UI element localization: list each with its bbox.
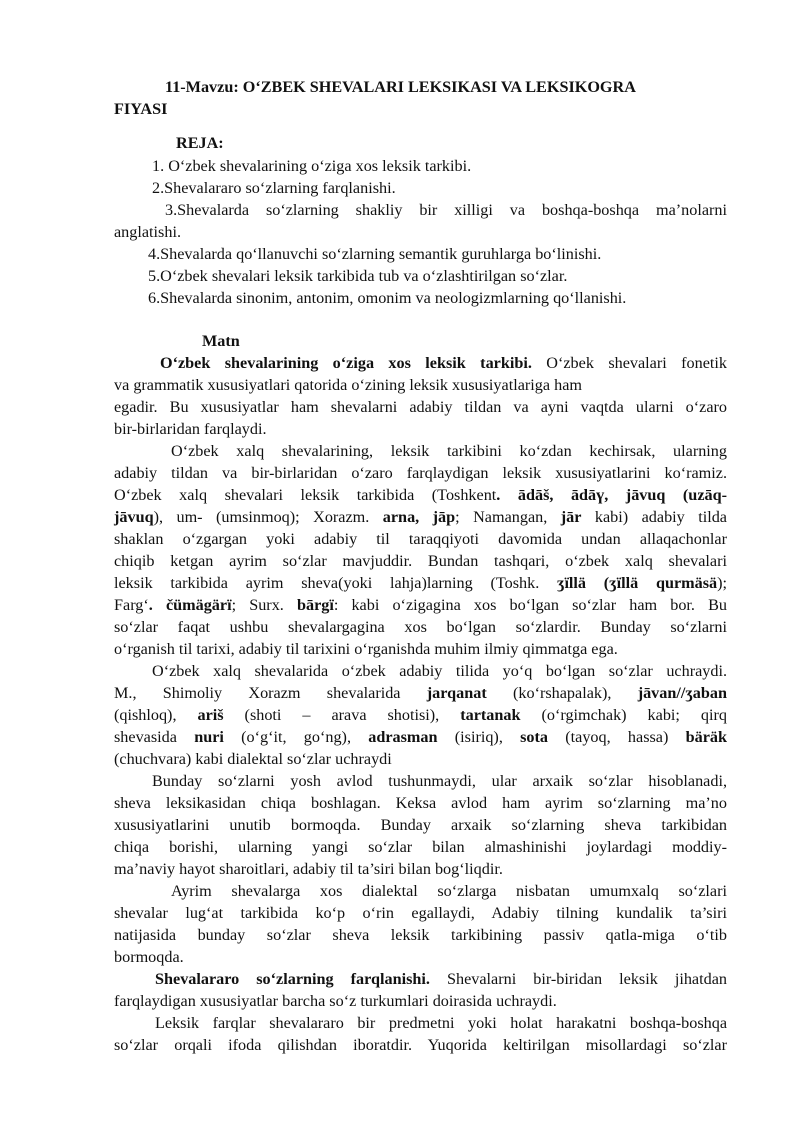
paragraph-line: chiqib ketgan ayrim so‘zlar mavjuddir. Bundan tashqari, o‘zbek xalq shevalari xyxy=(114,552,727,570)
paragraph-line: bormoqda. xyxy=(114,948,184,966)
paragraph-line: O‘zbek shevalarining o‘ziga xos leksik tarkibi. O‘zbek shevalari fonetik xyxy=(160,354,727,372)
section-heading: Shevalararo so‘zlarning farqlanishi. xyxy=(155,970,430,988)
paragraph-line: O‘zbek xalq shevalarida o‘zbek adabiy tilida yo‘q bo‘lgan so‘zlar uchraydi. xyxy=(152,662,727,680)
paragraph-line: shevasida nuri (o‘g‘it, go‘ng), adrasman (isiriq), sota (tayoq, hassa) bäräk xyxy=(114,728,728,746)
section-heading: O‘zbek shevalarining o‘ziga xos leksik tarkibi. xyxy=(160,354,532,372)
plan-item: 2.Shevalararo so‘zlarning farqlanishi. xyxy=(152,179,396,197)
plan-item: 5.O‘zbek shevalari leksik tarkibida tub va o‘zlashtirilgan so‘zlar. xyxy=(148,267,568,285)
text-heading: Matn xyxy=(202,332,240,350)
paragraph-line: O‘zbek xalq shevalarining, leksik tarkibini ko‘zdan kechirsak, ularning xyxy=(171,442,727,460)
paragraph-line: shaklan o‘zgargan yoki adabiy til taraqqiyoti davomida undan allaqachonlar xyxy=(114,530,727,548)
paragraph-line: Bunday so‘zlarni yosh avlod tushunmaydi, ular arxaik so‘zlar hisoblanadi, xyxy=(152,772,727,790)
paragraph-line: Shevalararo so‘zlarning farqlanishi. Shevalarni bir-biridan leksik jihatdan xyxy=(155,970,727,988)
paragraph-line: shevalar lug‘at tarkibida ko‘p o‘rin egallaydi, Adabiy tilning kundalik ta’siri xyxy=(114,904,727,922)
plan-item: 3.Shevalarda so‘zlarning shakliy bir xilligi va boshqa-boshqa ma’nolarni xyxy=(165,201,727,219)
paragraph-line: so‘zlar orqali ifoda qilishdan iboratdir. Yuqorida keltirilgan misollardagi so‘zlar xyxy=(114,1036,727,1054)
paragraph-line: farqlaydigan xususiyatlar barcha so‘z turkumlari doirasida uchraydi. xyxy=(114,992,557,1010)
plan-item-continuation: anglatishi. xyxy=(114,223,181,241)
plan-item: 6.Shevalarda sinonim, antonim, omonim va neologizmlarning qo‘llanishi. xyxy=(148,289,627,307)
paragraph-line: egadir. Bu xususiyatlar ham shevalarni adabiy tildan va ayni vaqtda ularni o‘zaro xyxy=(114,398,727,416)
paragraph-line: O‘zbek xalq shevalari leksik tarkibida (Toshkent. ādāš, ādāү, jāvuq (uzāq- xyxy=(114,486,727,504)
paragraph-line: Ayrim shevalarga xos dialektal so‘zlarga nisbatan umumxalq so‘zlari xyxy=(171,882,727,900)
plan-item: 1. O‘zbek shevalarining o‘ziga xos leksik tarkibi. xyxy=(152,157,472,175)
topic-title: 11-Mavzu: O‘ZBEK SHEVALARI LEKSIKASI VA LEKSIKOGRA xyxy=(165,78,636,96)
plan-heading: REJA: xyxy=(176,134,224,152)
paragraph-line: Farg‘. čümägärï; Surx. bārgï: kabi o‘zigagina xos bo‘lgan so‘zlar ham bor. Bu xyxy=(114,596,727,614)
paragraph-line: chiqa borishi, ularning yangi so‘zlar bilan almashinishi joylardagi moddiy- xyxy=(114,838,727,856)
paragraph-line: M., Shimoliy Xorazm shevalarida jarqanat (ko‘rshapalak), jāvan//ʒaban xyxy=(114,684,727,702)
paragraph-line: adabiy tildan va bir-birlaridan o‘zaro farqlaydigan leksik xususiyatlarini ko‘ramiz. xyxy=(114,464,727,482)
paragraph-line: so‘zlar faqat ushbu shevalargagina xos bo‘lgan so‘zlardir. Bunday so‘zlarni xyxy=(114,618,727,636)
paragraph-line: bir-birlaridan farqlaydi. xyxy=(114,420,267,438)
paragraph-line: leksik tarkibida ayrim sheva(yoki lahja)larning (Toshk. ʒïllä (ʒïllä qurmäsä); xyxy=(114,574,727,592)
paragraph-line: sheva leksikasidan chiqa boshlagan. Keksa avlod ham ayrim so‘zlarning ma’no xyxy=(114,794,727,812)
paragraph-line: o‘rganish til tarixi, adabiy til tarixini o‘rganishda muhim ilmiy qimmatga ega. xyxy=(114,640,618,658)
paragraph-line: ma’naviy hayot sharoitlari, adabiy til ta’siri bilan bog‘liqdir. xyxy=(114,860,503,878)
paragraph-line: jāvuq), um- (umsinmoq); Xorazm. arna, jāp; Namangan, jār kabi) adabiy tilda xyxy=(114,508,727,526)
paragraph-line: va grammatik xususiyatlari qatorida o‘zining leksik xususiyatlariga ham xyxy=(114,376,582,394)
paragraph-line: (chuchvara) kabi dialektal so‘zlar uchraydi xyxy=(114,750,392,768)
paragraph-line: (qishloq), ariš (shoti – arava shotisi), tartanak (o‘rgimchak) kabi; qirq xyxy=(114,706,727,724)
paragraph-line: xususiyatlarini unutib bormoqda. Bunday arxaik so‘zlarning sheva tarkibidan xyxy=(114,816,727,834)
topic-title-continuation: FIYASI xyxy=(114,100,168,118)
paragraph-line: natijasida bunday so‘zlar sheva leksik tarkibining passiv qatla-miga o‘tib xyxy=(114,926,727,944)
plan-item: 4.Shevalarda qo‘llanuvchi so‘zlarning semantik guruhlarga bo‘linishi. xyxy=(148,245,602,263)
paragraph-line: Leksik farqlar shevalararo bir predmetni yoki holat harakatni boshqa-boshqa xyxy=(155,1014,727,1032)
